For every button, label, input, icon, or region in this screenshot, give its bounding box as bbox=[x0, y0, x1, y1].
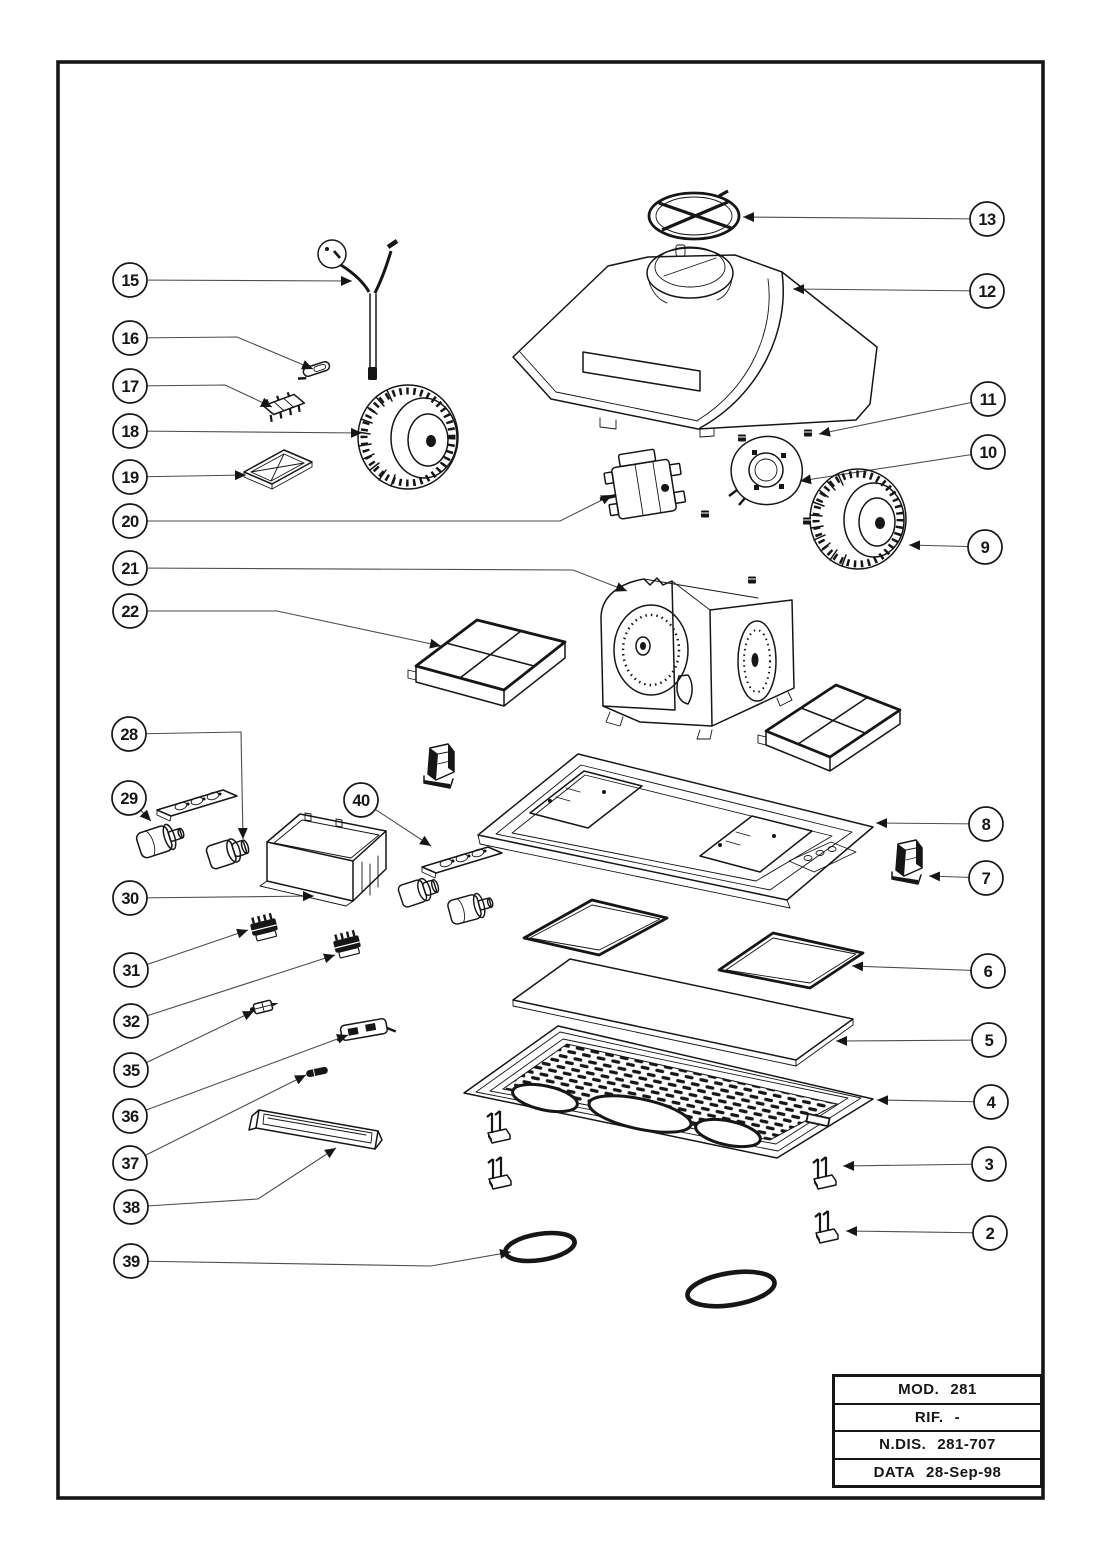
callout-4 bbox=[974, 1085, 1008, 1119]
svg-text:28: 28 bbox=[120, 726, 138, 744]
part-clip-bracket-left bbox=[424, 744, 454, 788]
title-block-label: MOD. bbox=[898, 1381, 940, 1399]
svg-text:11: 11 bbox=[979, 391, 997, 409]
part-chassis bbox=[478, 754, 873, 908]
title-block-value: - bbox=[954, 1408, 961, 1426]
part-lamp-holder-2 bbox=[397, 874, 441, 908]
svg-text:40: 40 bbox=[352, 792, 370, 810]
svg-text:37: 37 bbox=[121, 1155, 139, 1173]
callout-12 bbox=[970, 274, 1004, 308]
part-connector-32 bbox=[331, 929, 362, 959]
title-block-row-mod bbox=[835, 1377, 1040, 1403]
title-block bbox=[832, 1374, 1043, 1488]
callout-5 bbox=[972, 1023, 1006, 1057]
svg-text:35: 35 bbox=[122, 1062, 140, 1080]
callout-9 bbox=[968, 530, 1002, 564]
svg-text:2: 2 bbox=[985, 1225, 995, 1243]
part-blower-wheel-right bbox=[810, 469, 906, 569]
title-block-row-data bbox=[835, 1458, 1040, 1486]
part-corner-clip-2 bbox=[488, 1157, 511, 1189]
svg-text:20: 20 bbox=[121, 513, 139, 531]
callout-7 bbox=[969, 861, 1003, 895]
svg-text:16: 16 bbox=[121, 330, 139, 348]
svg-text:15: 15 bbox=[121, 272, 139, 290]
callout-40 bbox=[344, 783, 378, 817]
part-blower-wheel-left bbox=[358, 385, 458, 489]
part-mounting-bracket bbox=[244, 450, 312, 489]
callout-36 bbox=[113, 1099, 147, 1133]
svg-text:21: 21 bbox=[121, 560, 139, 578]
svg-text:12: 12 bbox=[978, 283, 996, 301]
part-motor-mount-plate bbox=[729, 436, 802, 505]
svg-text:19: 19 bbox=[121, 469, 139, 487]
title-block-row-ndis bbox=[835, 1430, 1040, 1458]
callout-20 bbox=[113, 504, 147, 538]
svg-text:29: 29 bbox=[120, 790, 138, 808]
svg-text:18: 18 bbox=[121, 423, 139, 441]
callout-15 bbox=[113, 263, 147, 297]
title-block-label: DATA bbox=[873, 1463, 916, 1481]
part-corner-clip-3 bbox=[813, 1157, 836, 1189]
part-small-clip bbox=[249, 998, 280, 1015]
callout-18 bbox=[113, 414, 147, 448]
part-power-cord bbox=[318, 240, 397, 380]
callout-22 bbox=[113, 594, 147, 628]
part-control-box bbox=[260, 813, 386, 906]
svg-text:7: 7 bbox=[981, 870, 991, 888]
callout-31 bbox=[114, 953, 148, 987]
part-switch-strip-right bbox=[422, 847, 502, 878]
drawing-border bbox=[58, 62, 1043, 1498]
part-exhaust-flange bbox=[649, 191, 739, 239]
part-lamp-holder bbox=[205, 834, 251, 869]
part-motor bbox=[594, 446, 687, 522]
title-block-value: 28-Sep-98 bbox=[926, 1463, 1002, 1481]
part-corner-clip-4 bbox=[815, 1211, 838, 1243]
callout-30 bbox=[113, 881, 147, 915]
svg-text:38: 38 bbox=[122, 1199, 140, 1217]
part-switch-strip-left bbox=[157, 790, 237, 821]
part-seal-rings bbox=[503, 1229, 777, 1312]
callout-21 bbox=[113, 551, 147, 585]
title-block-label: RIF. bbox=[914, 1408, 944, 1426]
callout-38 bbox=[114, 1190, 148, 1224]
callout-11 bbox=[971, 382, 1005, 416]
part-gasket-right bbox=[719, 933, 863, 988]
svg-text:32: 32 bbox=[122, 1013, 140, 1031]
part-corner-clip-1 bbox=[487, 1111, 510, 1143]
part-gasket-left bbox=[524, 900, 667, 955]
part-filter-right bbox=[758, 685, 900, 771]
svg-text:13: 13 bbox=[978, 211, 996, 229]
callout-6 bbox=[971, 954, 1005, 988]
part-blower-housing bbox=[601, 578, 794, 739]
callout-3 bbox=[972, 1147, 1006, 1181]
part-lamp-diffuser bbox=[249, 1110, 382, 1149]
svg-text:9: 9 bbox=[980, 539, 990, 557]
part-terminal-block bbox=[262, 390, 306, 422]
callout-2 bbox=[973, 1216, 1007, 1250]
callout-17 bbox=[113, 369, 147, 403]
svg-text:31: 31 bbox=[122, 962, 140, 980]
callout-16 bbox=[113, 321, 147, 355]
title-block-value: 281-707 bbox=[937, 1436, 996, 1454]
callout-39 bbox=[114, 1244, 148, 1278]
callout-10 bbox=[971, 435, 1005, 469]
svg-text:22: 22 bbox=[121, 603, 139, 621]
part-lamp-bulb-2 bbox=[447, 890, 496, 925]
callout-32 bbox=[114, 1004, 148, 1038]
svg-text:4: 4 bbox=[986, 1094, 996, 1112]
title-block-value: 281 bbox=[950, 1381, 977, 1399]
title-block-row-rif bbox=[835, 1403, 1040, 1431]
callout-35 bbox=[114, 1053, 148, 1087]
part-pin bbox=[306, 1066, 329, 1077]
svg-text:17: 17 bbox=[121, 378, 139, 396]
callout-29 bbox=[112, 781, 146, 815]
svg-text:8: 8 bbox=[981, 816, 991, 834]
svg-text:30: 30 bbox=[121, 890, 139, 908]
svg-text:3: 3 bbox=[984, 1156, 994, 1174]
svg-text:10: 10 bbox=[979, 444, 997, 462]
callout-13 bbox=[970, 202, 1004, 236]
title-block-label: N.DIS. bbox=[879, 1436, 927, 1454]
svg-text:36: 36 bbox=[121, 1108, 139, 1126]
svg-text:6: 6 bbox=[983, 963, 993, 981]
part-grille-panel bbox=[464, 1026, 873, 1158]
part-hood-canopy bbox=[513, 245, 877, 437]
svg-text:39: 39 bbox=[122, 1253, 140, 1271]
part-latch bbox=[335, 1017, 396, 1042]
part-connector-31 bbox=[248, 912, 279, 942]
callouts bbox=[112, 202, 1008, 1278]
part-filter-left bbox=[408, 620, 565, 706]
callout-37 bbox=[113, 1146, 147, 1180]
callout-28 bbox=[112, 717, 146, 751]
callout-19 bbox=[113, 460, 147, 494]
part-clip-bracket-right bbox=[892, 840, 922, 884]
part-lamp-bulb bbox=[135, 820, 187, 859]
callout-8 bbox=[969, 807, 1003, 841]
svg-text:5: 5 bbox=[984, 1032, 994, 1050]
